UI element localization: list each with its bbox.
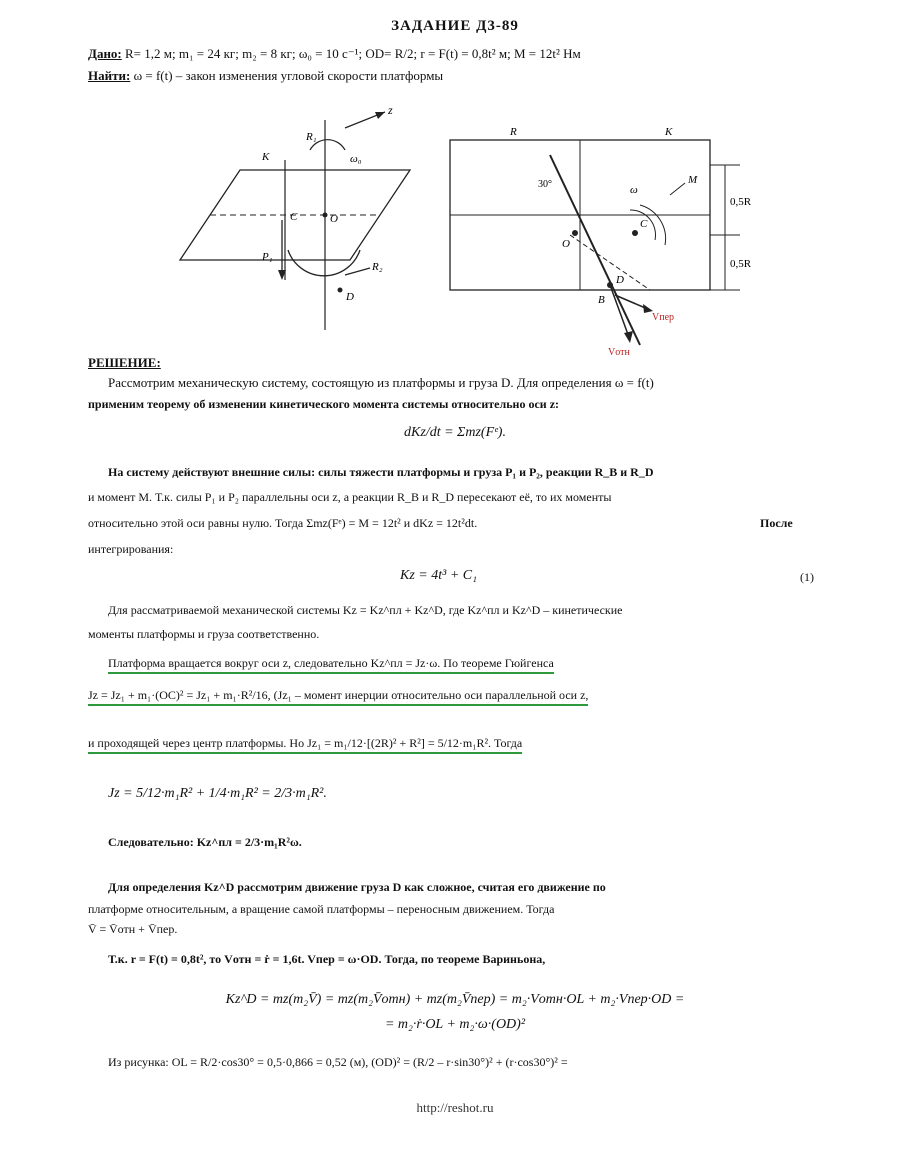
label-half-r-1: 0,5R	[730, 196, 752, 208]
find-text: ω = f(t) – закон изменения угловой скорости платформы	[133, 68, 444, 83]
para-8: Из рисунка: OL = R/2·cos30° = 0,5·0,866 = 0,52 (м), (OD)² = (R/2 – r·sin30°)² + (r·cos30°)² =	[108, 1055, 568, 1069]
para-6b: платформе относительным, а вращение самой платформы – переносным движением. Тогда	[88, 902, 555, 916]
point-o	[572, 230, 578, 236]
para-5: Следовательно: Kz^пл = 2/3·m₁R²ω.	[108, 835, 302, 849]
label-r2: R₂	[372, 261, 383, 273]
equation-2-number: (1)	[800, 570, 814, 584]
label-angle: 30°	[538, 179, 552, 190]
para-4b: Jz = Jz₁ + m₁·(OC)² = Jz₁ + m₁·R²/16, (Jz₁ – момент инерции относительно оси параллельной оси z,	[88, 688, 588, 706]
equation-2: Kz = 4t³ + C₁	[400, 568, 477, 583]
point-d	[338, 288, 343, 293]
label-k: K	[262, 151, 270, 163]
para-3: Для рассматриваемой механической системы Kz = Kz^пл + Kz^D, где Kz^пл и Kz^D – кинетические	[108, 603, 623, 617]
para-2c: относительно этой оси равны нулю. Тогда Σmz(Fᵉ) = M = 12t² и dKz = 12t²dt.	[88, 516, 478, 530]
page-title: ЗАДАНИЕ Д3-89	[391, 18, 519, 34]
label-o: O	[330, 213, 338, 225]
given-line	[88, 46, 581, 62]
m-arrow	[670, 183, 685, 195]
label-z: z	[388, 103, 393, 117]
para-4c: и проходящей через центр платформы. Но Jz₁ = m₁/12·[(2R)² + R²] = 5/12·m₁R². Тогда	[88, 736, 522, 754]
para-2d: После	[760, 516, 793, 530]
para-6: Для определения Kz^D рассмотрим движение груза D как сложное, считая его движение по	[108, 880, 606, 894]
label-v-per: Vпер	[652, 312, 675, 323]
equation-3: Jz = 5/12·m₁R² + 1/4·m₁R² = 2/3·m₁R².	[108, 786, 327, 801]
para-6c: V̄ = V̄отн + V̄пер.	[88, 922, 178, 936]
bottom-arc	[288, 250, 360, 276]
label-m: M	[688, 174, 698, 186]
para-2e: интегрирования:	[88, 542, 174, 556]
label-d: D	[616, 274, 624, 286]
label-omega0: ω₀	[350, 153, 362, 165]
equation-1: dKz/dt = Σmz(Fᵉ).	[404, 425, 506, 440]
point-c	[632, 230, 638, 236]
r2-arrow	[345, 268, 370, 275]
label-b: B	[598, 294, 605, 306]
equation-4: Kz^D = mz(m₂V̄) = mz(m₂V̄отн) + mz(m₂V̄пер) = m₂·Vотн·OL + m₂·Vпер·OD =	[225, 992, 685, 1007]
arrow-z-head	[375, 112, 385, 119]
point-o	[323, 213, 328, 218]
given-text: R= 1,2 м; m₁ = 24 кг; m₂ = 8 кг; ω₀ = 10 c⁻¹; OD= R/2; r = F(t) = 0,8t² м; M = 12t² Нм	[125, 46, 581, 61]
solution-label: РЕШЕНИЕ:	[88, 355, 161, 370]
label-o: O	[562, 238, 570, 250]
para-3b: моменты платформы и груза соответственно.	[88, 627, 320, 641]
label-v-otn: Vотн	[608, 347, 630, 358]
label-c: C	[290, 211, 298, 223]
figure-left	[170, 100, 430, 340]
label-k: K	[665, 126, 673, 138]
para-1b: применим теорему об изменении кинетического момента системы относительно оси z:	[88, 397, 560, 411]
given-label: Дано:	[88, 46, 122, 61]
para-2b: и момент M. Т.к. силы P₁ и P₂ параллельны оси z, а реакции R_B и R_D пересекают её, то их моменты	[88, 490, 612, 504]
figure-right	[440, 115, 780, 360]
label-r: R	[510, 126, 517, 138]
para-2: На систему действуют внешние силы: силы тяжести платформы и груза P₁ и P₂, реакции R_B и R_D	[108, 465, 654, 479]
v-otn-arrow	[610, 285, 630, 340]
label-d: D	[346, 291, 354, 303]
para-4: Платформа вращается вокруг оси z, следовательно Kz^пл = Jz·ω. По теореме Гюйгенса	[108, 656, 554, 674]
v-otn-head	[624, 331, 633, 343]
label-half-r-2: 0,5R	[730, 258, 752, 270]
para-1: Рассмотрим механическую систему, состоящую из платформы и груза D. Для определения ω = f(t)	[108, 375, 654, 390]
find-line	[88, 68, 443, 84]
label-omega: ω	[630, 184, 638, 196]
label-r1: R₁	[306, 131, 317, 143]
equation-4b: = m₂·ṙ·OL + m₂·ω·(OD)²	[384, 1017, 526, 1032]
para-7: Т.к. r = F(t) = 0,8t², то Vотн = ṙ = 1,6t. Vпер = ω·OD. Тогда, по теореме Вариньона,	[108, 952, 546, 966]
footer-url: http://reshot.ru	[416, 1100, 494, 1115]
guide-line	[550, 155, 640, 345]
label-p1: P₁	[262, 251, 273, 263]
label-c: C	[640, 218, 648, 230]
find-label: Найти:	[88, 68, 131, 83]
